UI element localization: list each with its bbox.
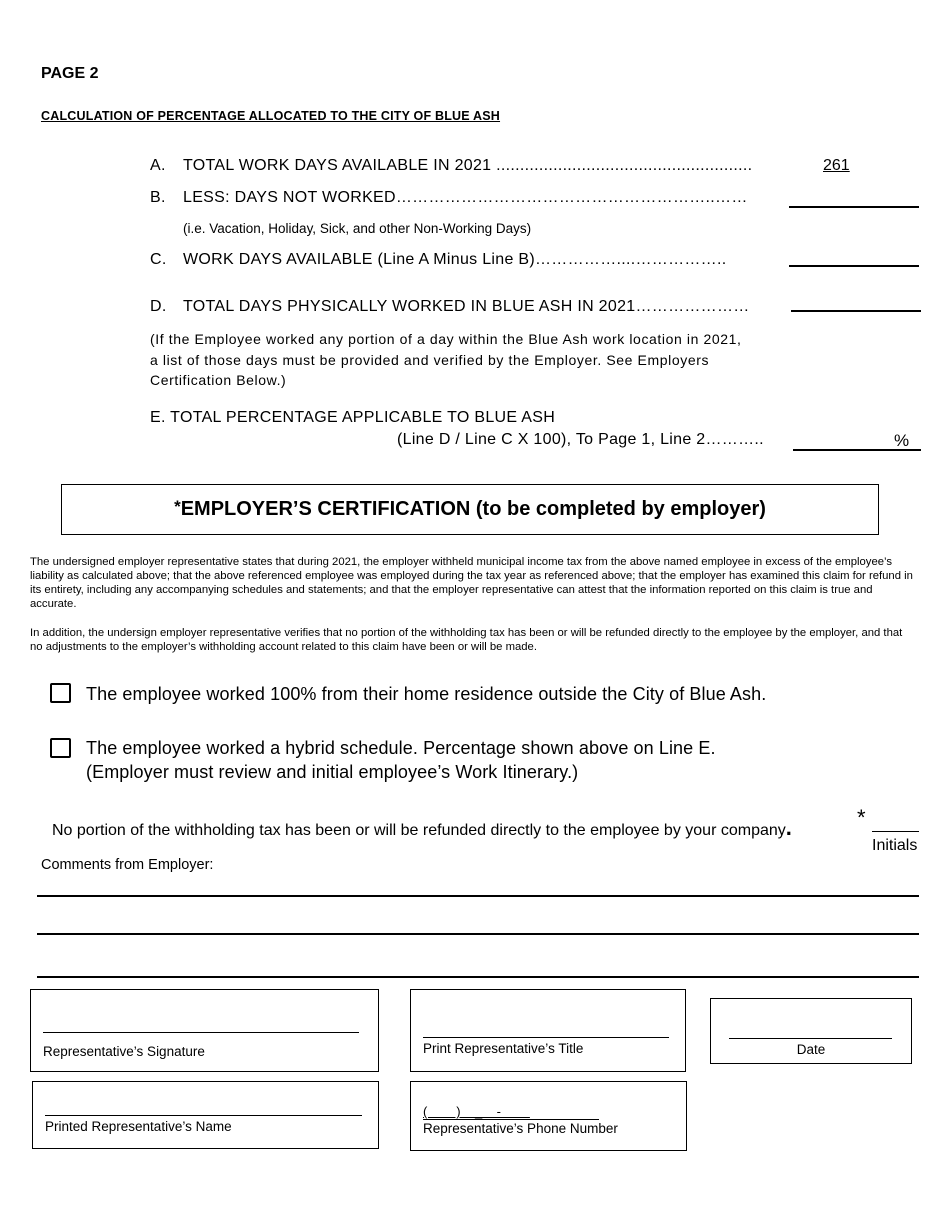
phone-line: [423, 1119, 599, 1120]
signature-line: [43, 1032, 359, 1033]
line-d-label: TOTAL DAYS PHYSICALLY WORKED IN BLUE ASH IN 2021…………………: [183, 298, 750, 315]
initials-label: Initials: [872, 837, 918, 854]
hybrid-schedule-note: (Employer must review and initial employee’s Work Itinerary.): [86, 762, 579, 782]
comment-line-3[interactable]: [37, 976, 919, 978]
phone-label: Representative’s Phone Number: [423, 1121, 618, 1136]
line-c-label: WORK DAYS AVAILABLE (Line A Minus Line B)……………....……………..: [183, 251, 727, 268]
hybrid-schedule-label: The employee worked a hybrid schedule. Percentage shown above on Line E.: [86, 738, 716, 758]
name-box[interactable]: [32, 1081, 379, 1149]
signature-label: Representative’s Signature: [43, 1044, 205, 1059]
no-refund-period: .: [785, 815, 792, 840]
comment-line-2[interactable]: [37, 933, 919, 935]
name-label: Printed Representative’s Name: [45, 1119, 232, 1134]
line-a-value: 261: [823, 157, 850, 174]
title-line: [423, 1037, 669, 1038]
line-d-letter: D.: [150, 298, 167, 315]
percent-sign: %: [894, 431, 910, 450]
date-label: Date: [796, 1042, 826, 1057]
date-box[interactable]: [710, 998, 912, 1064]
page-label: PAGE 2: [41, 65, 99, 82]
line-b-label: LESS: DAYS NOT WORKED…………………………………………………..……: [183, 189, 748, 206]
comment-line-1[interactable]: [37, 895, 919, 897]
certification-title: EMPLOYER’S CERTIFICATION (to be completed by employer): [180, 498, 766, 520]
title-box[interactable]: [410, 989, 686, 1072]
line-b-note: (i.e. Vacation, Holiday, Sick, and other Non-Working Days): [183, 221, 532, 236]
line-c-input[interactable]: [789, 265, 919, 267]
certification-paragraph-2: In addition, the undersign employer representative verifies that no portion of the withholding tax has been or will be refunded directly to the employee by the employer, and that no adjustments to the employer’s withholding account related to this claim have been or will be made.: [30, 627, 903, 653]
initials-asterisk: *: [857, 805, 866, 830]
certification-asterisk: *: [174, 496, 181, 516]
phone-number-template: ( ) _ -: [423, 1104, 530, 1119]
certification-paragraph-1: The undersigned employer representative states that during 2021, the employer withheld municipal income tax from the above named employee in excess of the employee’s liability as calculated above; that the above referenced employee was employed during the tax year as referenced above; that the employer has examined this claim for refund in its entirety, including any accompanying schedules and statements; and that the employer representative can attest that the information reported on this claim is true and accurate.: [30, 556, 913, 610]
line-e-label: E. TOTAL PERCENTAGE APPLICABLE TO BLUE ASH: [150, 409, 556, 426]
remote-work-label: The employee worked 100% from their home residence outside the City of Blue Ash.: [86, 684, 767, 704]
certification-header: [61, 484, 879, 535]
no-refund-statement: [52, 815, 792, 841]
initials-input[interactable]: [872, 831, 919, 832]
phone-box[interactable]: [410, 1081, 687, 1151]
line-b-input[interactable]: [789, 206, 919, 208]
signature-box[interactable]: [30, 989, 379, 1072]
line-a-label: TOTAL WORK DAYS AVAILABLE IN 2021 ......................................................: [183, 157, 753, 174]
remote-work-checkbox[interactable]: [50, 683, 71, 703]
name-line: [45, 1115, 362, 1116]
title-label: Print Representative’s Title: [423, 1041, 584, 1056]
hybrid-schedule-checkbox[interactable]: [50, 738, 71, 758]
line-a-letter: A.: [150, 157, 166, 174]
section-title: CALCULATION OF PERCENTAGE ALLOCATED TO THE CITY OF BLUE ASH: [41, 109, 501, 123]
no-refund-text: No portion of the withholding tax has been or will be refunded directly to the employee by your company: [52, 822, 786, 839]
comments-label: Comments from Employer:: [41, 857, 214, 873]
line-c-letter: C.: [150, 251, 167, 268]
line-d-note: (If the Employee worked any portion of a day within the Blue Ash work location in 2021, a list of those days must be provided and verified by the Employer. See Employers Certification Below.): [150, 331, 742, 388]
date-line: [729, 1038, 892, 1039]
line-b-letter: B.: [150, 189, 166, 206]
line-d-input[interactable]: [791, 310, 921, 312]
line-e-sub-label: (Line D / Line C X 100), To Page 1, Line 2………..: [397, 431, 764, 448]
